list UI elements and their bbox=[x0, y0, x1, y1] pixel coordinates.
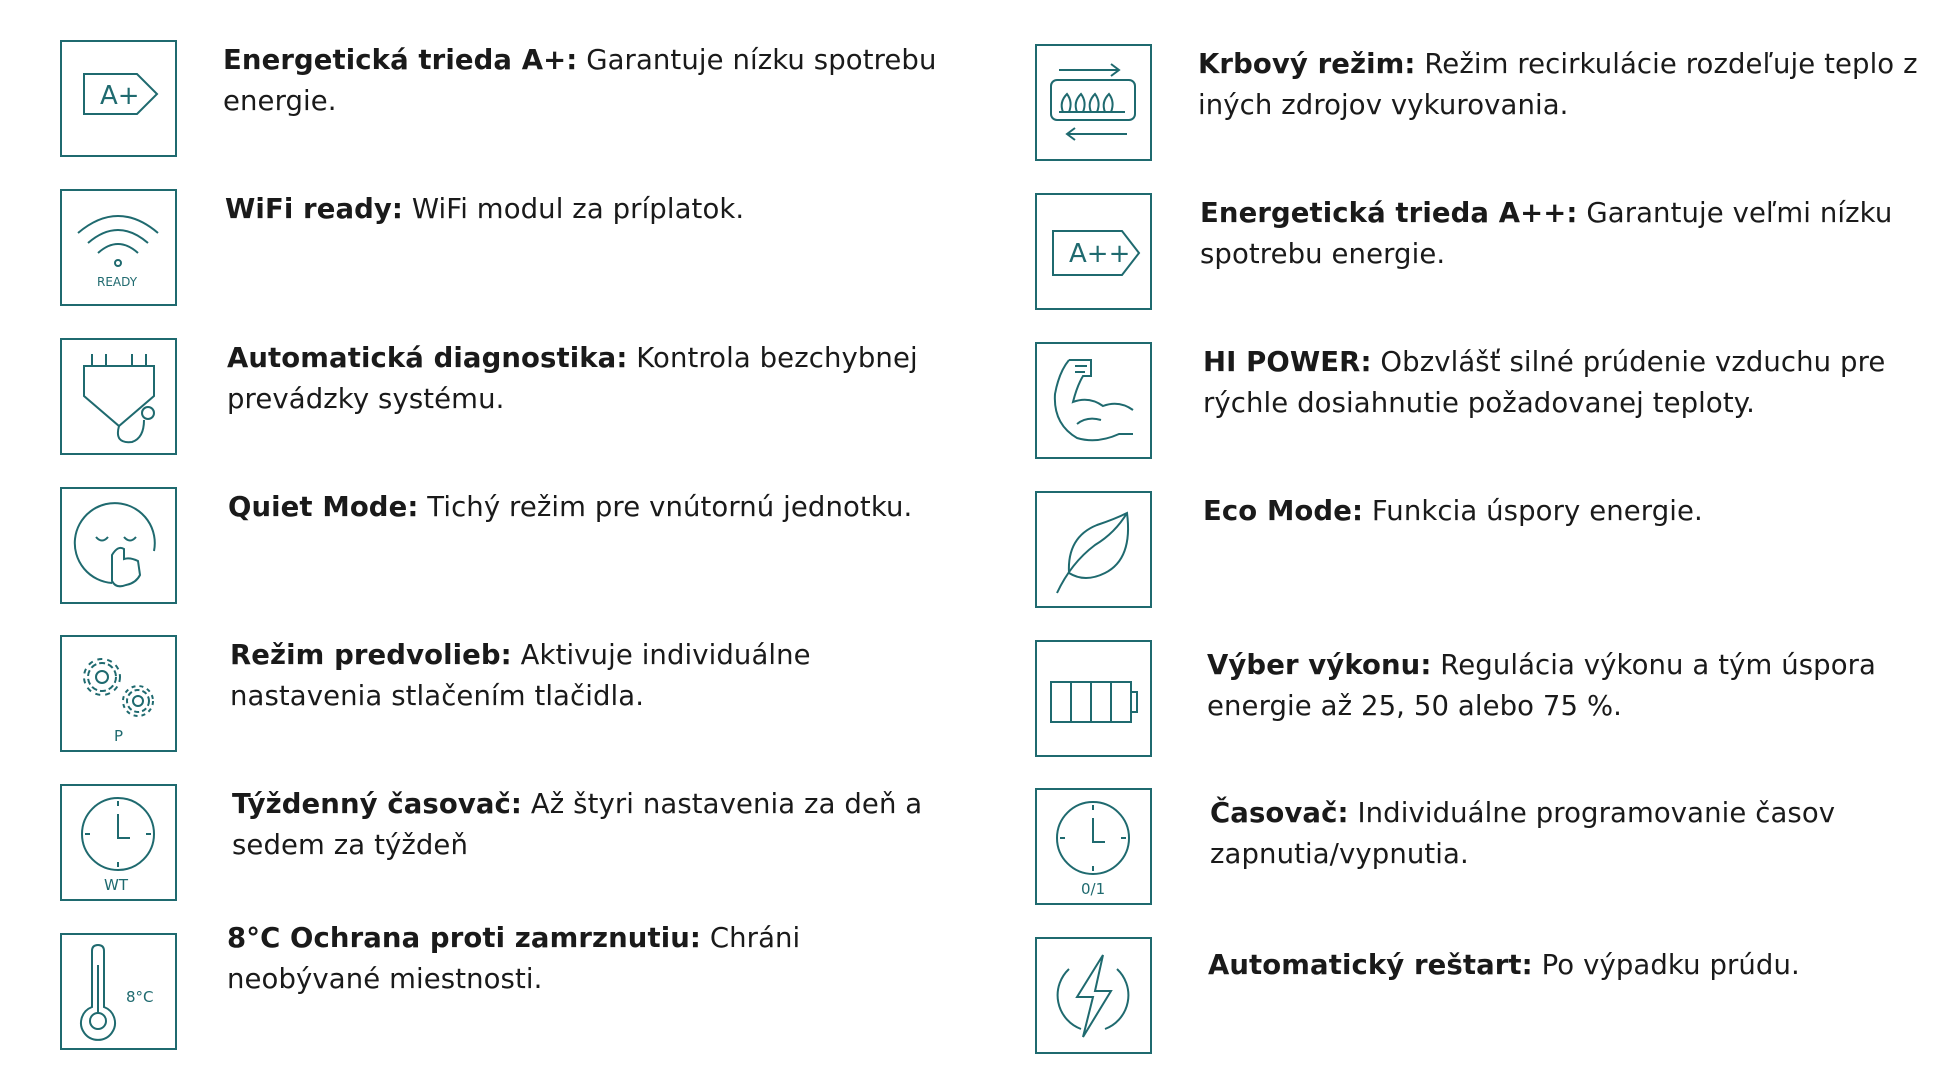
feature-description bbox=[1210, 793, 1950, 875]
feature-title: Časovač: bbox=[1210, 797, 1349, 829]
feature-title: Eco Mode: bbox=[1203, 495, 1364, 527]
icon-label: WT bbox=[104, 876, 128, 894]
feature-description bbox=[230, 635, 950, 717]
feature-text: Tichý režim pre vnútornú jednotku. bbox=[427, 491, 913, 523]
feature-title: Automatický reštart: bbox=[1208, 949, 1533, 981]
feature-text: Režim recirkulácie rozdeľuje teplo z iných zdrojov vykurovania. bbox=[1198, 48, 1918, 121]
leaf-icon bbox=[1035, 491, 1152, 608]
feature-description bbox=[1203, 491, 1943, 532]
feature-title: WiFi ready: bbox=[225, 193, 404, 225]
quiet-face-icon bbox=[60, 487, 177, 604]
feature-text: Po výpadku prúdu. bbox=[1541, 949, 1800, 981]
feature-text: Obzvlášť silné prúdenie vzduchu pre rýchle dosiahnutie požadovanej teploty. bbox=[1203, 346, 1886, 419]
feature-text: Regulácia výkonu a tým úspora energie až 25, 50 alebo 75 %. bbox=[1207, 649, 1876, 722]
icon-label: READY bbox=[97, 275, 138, 289]
feature-text: WiFi modul za príplatok. bbox=[411, 193, 745, 225]
feature-description bbox=[223, 40, 943, 122]
energy-class-a-plus-icon bbox=[60, 40, 177, 157]
feature-description bbox=[227, 918, 947, 1000]
feature-text: Kontrola bezchybnej prevádzky systému. bbox=[227, 342, 918, 415]
feature-text: Až štyri nastavenia za deň a sedem za týždeň bbox=[232, 788, 923, 861]
icon-label: A++ bbox=[1069, 239, 1131, 269]
feature-title: Týždenný časovač: bbox=[232, 788, 523, 820]
weekly-timer-clock-icon bbox=[60, 784, 177, 901]
feature-text: Individuálne programovanie časov zapnutia/vypnutia. bbox=[1210, 797, 1836, 870]
feature-description bbox=[1207, 645, 1947, 727]
diagnostics-icon bbox=[60, 338, 177, 455]
feature-title: Energetická trieda A++: bbox=[1200, 197, 1578, 229]
feature-title: 8°C Ochrana proti zamrznutiu: bbox=[227, 922, 701, 954]
muscle-arm-icon bbox=[1035, 342, 1152, 459]
feature-title: Režim predvolieb: bbox=[230, 639, 512, 671]
energy-class-a-plus-plus-icon bbox=[1035, 193, 1152, 310]
icon-label: A+ bbox=[100, 81, 140, 111]
feature-description bbox=[1208, 945, 1948, 986]
feature-title: Energetická trieda A+: bbox=[223, 44, 578, 76]
wifi-icon bbox=[60, 189, 177, 306]
auto-restart-lightning-icon bbox=[1035, 937, 1152, 1054]
feature-title: Automatická diagnostika: bbox=[227, 342, 628, 374]
feature-description bbox=[232, 784, 952, 866]
feature-description bbox=[225, 189, 945, 230]
feature-title: HI POWER: bbox=[1203, 346, 1372, 378]
battery-icon bbox=[1035, 640, 1152, 757]
timer-clock-icon bbox=[1035, 788, 1152, 905]
feature-text: Chráni neobývané miestnosti. bbox=[227, 922, 801, 995]
feature-description bbox=[1203, 342, 1943, 424]
icon-label: P bbox=[114, 727, 124, 745]
feature-description bbox=[1200, 193, 1940, 275]
feature-text: Aktivuje individuálne nastavenia stlačením tlačidla. bbox=[230, 639, 811, 712]
feature-description bbox=[227, 338, 947, 420]
feature-title: Výber výkonu: bbox=[1207, 649, 1432, 681]
feature-description bbox=[228, 487, 948, 528]
feature-text: Funkcia úspory energie. bbox=[1371, 495, 1703, 527]
fireplace-recirculation-icon bbox=[1035, 44, 1152, 161]
thermometer-icon bbox=[60, 933, 177, 1050]
feature-description bbox=[1198, 44, 1938, 126]
feature-text: Garantuje nízku spotrebu energie. bbox=[223, 44, 937, 117]
icon-label: 8°C bbox=[126, 988, 154, 1006]
feature-text: Garantuje veľmi nízku spotrebu energie. bbox=[1200, 197, 1893, 270]
feature-title: Krbový režim: bbox=[1198, 48, 1416, 80]
icon-label: 0/1 bbox=[1081, 880, 1106, 898]
feature-title: Quiet Mode: bbox=[228, 491, 419, 523]
preset-gears-icon bbox=[60, 635, 177, 752]
